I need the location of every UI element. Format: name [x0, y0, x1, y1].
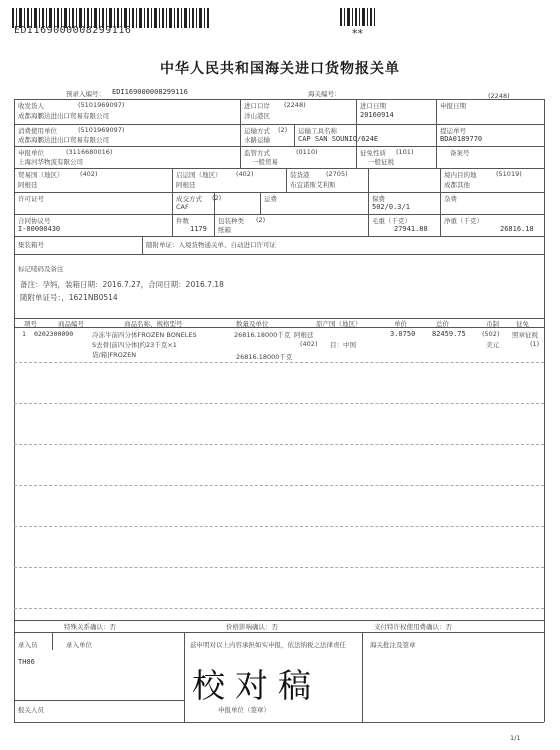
declare-unit-label: 申报单位（签章）	[218, 706, 270, 714]
transport-label: 运输方式	[244, 127, 270, 135]
packages-label: 件数	[176, 217, 189, 225]
contract-label: 合同协议号	[18, 217, 51, 225]
deal-mode-label: 成交方式	[176, 195, 202, 203]
transport-name: 水路运输	[244, 136, 270, 144]
declaration-statement: 兹申明对以上内容承担如实申报，依法纳税之法律责任	[190, 641, 346, 649]
tax-nature-name: 一般征税	[368, 158, 394, 166]
trade-country-code: (402)	[80, 170, 98, 178]
page-code: (2248)	[488, 92, 510, 100]
consumer-label: 消费使用单位	[18, 127, 57, 135]
entry-unit-label: 录入单位	[66, 641, 92, 649]
col-currency: 币制	[486, 320, 499, 328]
stars-mark: **	[352, 27, 363, 40]
consumer-name: 成都海鹏达进出口贸易有限公司	[18, 136, 109, 144]
trade-mode-label: 监管方式	[244, 149, 270, 157]
net-weight-value: 26816.18	[500, 225, 534, 233]
preentry-value: EDI169000008299116	[112, 88, 188, 96]
packages-value: 1179	[190, 225, 207, 233]
loading-port-label: 装货港	[290, 171, 310, 179]
special-relation: 特殊关系确认：否	[64, 623, 116, 631]
goods-exemption-line-2: (1)	[530, 340, 540, 348]
consignee-code: (5101969097)	[78, 101, 125, 109]
col-hs-code: 商品编号	[58, 320, 84, 328]
remarks-line-1: 备注：孕妈，装箱日期：2016.7.27，合同日期：2016.7.18	[20, 280, 224, 289]
port-name: 洋山港区	[244, 112, 270, 120]
royalty-confirm: 支付特许权使用费确认：否	[374, 623, 452, 631]
net-weight-label: 净重（千克）	[444, 217, 483, 225]
col-total-price: 总价	[436, 320, 449, 328]
goods-total-price: 82459.75	[432, 330, 466, 338]
col-origin: 原产国（地区）	[316, 320, 362, 328]
import-date-label: 进口日期	[360, 102, 386, 110]
dest-name: 成都其他	[444, 181, 470, 189]
agent-name: 上海河华物流有限公司	[18, 158, 83, 166]
vessel-value: CAP SAN SOUNIO/624E	[298, 135, 379, 143]
tax-nature-code: (101)	[396, 148, 414, 156]
origin-country-name: 阿根廷	[176, 181, 196, 189]
package-type-name: 纸箱	[218, 226, 231, 234]
loading-port-code: (2705)	[326, 170, 348, 178]
goods-currency-name: 美元	[486, 341, 499, 349]
container-label: 集装箱号	[18, 241, 44, 249]
record-no-label: 备案号	[450, 149, 470, 157]
deal-mode-code: (2)	[212, 194, 222, 202]
package-type-code: (2)	[256, 216, 266, 224]
deal-mode-name: CAF	[176, 203, 189, 211]
docs-value: 随附单证：入境货物通关单、自动进口许可证	[146, 241, 276, 249]
goods-item-no: 1	[22, 330, 27, 338]
license-label: 许可证号	[18, 195, 44, 203]
insurance-label: 保费	[372, 195, 385, 203]
declare-date-label: 申报日期	[440, 102, 466, 110]
bl-value: BDA0189770	[440, 135, 483, 143]
entry-person-label: 录入员	[18, 641, 38, 649]
import-date: 20160914	[360, 111, 394, 119]
gross-weight-value: 27941.88	[394, 225, 428, 233]
goods-unit-price: 3.0750	[390, 330, 416, 338]
agent-label: 申报单位	[18, 149, 44, 157]
small-barcode	[340, 8, 376, 26]
page-number: 1/1	[510, 734, 521, 742]
trade-country-name: 阿根廷	[18, 181, 38, 189]
agent-code: (3116680016)	[66, 148, 113, 156]
gross-weight-label: 毛重（千克）	[372, 217, 411, 225]
preentry-label: 预录入编号：	[66, 90, 105, 98]
port-label: 进口口岸	[244, 102, 270, 110]
origin-country-label: 启运国（地区）	[176, 171, 222, 179]
insurance-value: 502/0.3/1	[372, 203, 410, 211]
transport-code: (2)	[278, 126, 288, 134]
misc-label: 杂费	[444, 195, 457, 203]
consignee-label: 收发货人	[18, 102, 44, 110]
goods-currency-code: (502)	[482, 330, 500, 338]
customs-approval-label: 海关批注及签章	[370, 641, 416, 649]
goods-hs-code: 0202300090	[34, 330, 74, 338]
goods-name-line-3: 袋/箱|FROZEN	[92, 351, 137, 359]
package-type-label: 包装种类	[218, 217, 244, 225]
customs-no-label: 海关编号：	[308, 90, 341, 98]
trade-mode-name: 一般贸易	[252, 158, 278, 166]
proof-stamp: 校对稿	[192, 666, 321, 705]
tax-nature-label: 征免性质	[360, 149, 386, 157]
document-title: 中华人民共和国海关进口货物报关单	[160, 61, 400, 77]
vessel-label: 运输工具名称	[298, 127, 337, 135]
col-qty-unit: 数量及单位	[236, 320, 269, 328]
goods-qty-line-1: 26816.18000千克	[234, 331, 291, 339]
goods-qty-line-2: 26816.18000千克	[236, 353, 293, 361]
col-exemption: 征免	[516, 320, 529, 328]
contract-value: I-00000430	[18, 225, 61, 233]
goods-name-line-1: 冷冻牛前四分体FROZEN BONELES	[92, 331, 197, 339]
remarks-line-2: 随附单证号：，1621NB0514	[20, 293, 118, 302]
barcode-number: EDI169000008299116	[14, 25, 132, 36]
consumer-code: (5101969097)	[78, 126, 125, 134]
goods-origin-code: (402)	[300, 340, 318, 348]
freight-label: 运费	[264, 195, 277, 203]
col-unit-price: 单价	[394, 320, 407, 328]
goods-origin-country: 目：中国	[330, 341, 356, 349]
bl-label: 提运单号	[440, 127, 466, 135]
dest-code: (51019)	[496, 170, 522, 178]
dest-label: 境内目的地	[444, 171, 477, 179]
port-code: (2248)	[284, 101, 306, 109]
col-name-spec: 商品名称、规格型号	[124, 320, 183, 328]
goods-name-line-2: S去骨|前四分体|约23千克×1	[92, 341, 177, 349]
entry-person-value: TH06	[18, 658, 35, 666]
consignee-name: 成都海鹏达进出口贸易有限公司	[18, 112, 109, 120]
trade-country-label: 贸易国（地区）	[18, 171, 64, 179]
goods-origin-name: 阿根廷	[294, 331, 314, 339]
loading-port-name: 布宜诺斯艾利斯	[290, 181, 336, 189]
trade-mode-code: (0110)	[296, 148, 318, 156]
declarer-label: 报关人员	[18, 706, 44, 714]
remarks-label: 标记唛码及备注	[18, 265, 64, 273]
col-item-no: 项号	[24, 320, 37, 328]
origin-country-code: (402)	[236, 170, 254, 178]
goods-exemption-line-1: 照章征税	[512, 331, 538, 339]
price-influence: 价格影响确认：否	[226, 623, 278, 631]
